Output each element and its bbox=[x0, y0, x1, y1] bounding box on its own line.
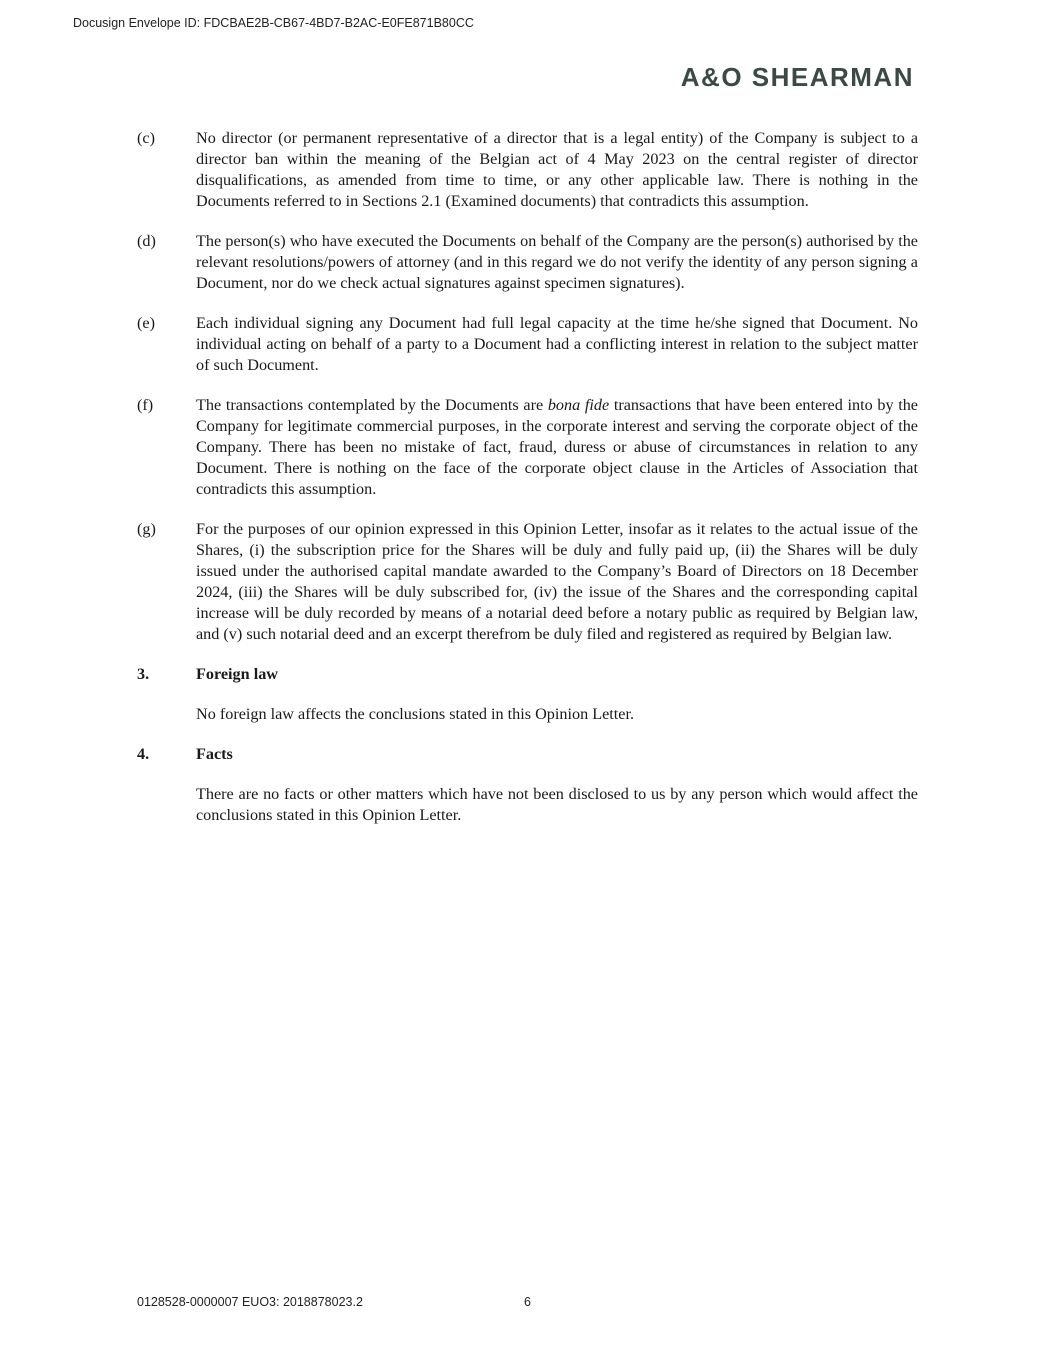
paragraph-text: No director (or permanent representative of a director that is a legal entity) of the Company is subject to a director ban within the meaning of the Belgian act of 4 May 2023 on the central register of director disqualifications, as amended from time to time, or any other applicable law. There is nothing in the Documents referred to in Sections 2.1 (Examined documents) that contradicts this assumption. bbox=[196, 129, 918, 210]
section-title: Foreign law bbox=[196, 665, 278, 683]
paragraph-text bbox=[196, 395, 918, 500]
paragraph-label: (d) bbox=[137, 232, 156, 250]
page-number: 6 bbox=[524, 1295, 531, 1309]
envelope-id: Docusign Envelope ID: FDCBAE2B-CB67-4BD7-B2AC-E0FE871B80CC bbox=[73, 16, 474, 30]
section-heading-foreign-law bbox=[137, 664, 918, 685]
section-number: 4. bbox=[137, 745, 150, 763]
section-body: No foreign law affects the conclusions stated in this Opinion Letter. bbox=[196, 705, 635, 723]
paragraph-label: (e) bbox=[137, 314, 155, 332]
paragraph-d bbox=[137, 231, 918, 294]
paragraph-text-start: The transactions contemplated by the Documents are bbox=[196, 396, 548, 414]
paragraph-text: Each individual signing any Document had full legal capacity at the time he/she signed that Document. No individual acting on behalf of a party to a Document had a conflicting interest in relation to the subject matter of such Document. bbox=[196, 314, 918, 374]
section-body: There are no facts or other matters which have not been disclosed to us by any person which would affect the conclusions stated in this Opinion Letter. bbox=[196, 785, 918, 824]
footer-reference: 0128528-0000007 EUO3: 2018878023.2 bbox=[137, 1295, 363, 1309]
italic-term: bona fide bbox=[547, 396, 610, 414]
paragraph-label: (g) bbox=[137, 520, 156, 538]
paragraph-e bbox=[137, 313, 918, 376]
paragraph-text: For the purposes of our opinion expressed in this Opinion Letter, insofar as it relates to the actual issue of the Shares, (i) the subscription price for the Shares will be duly and fully paid up, (ii) the Shares will be duly issued under the authorised capital mandate awarded to the Company’s Board of Directors on 18 December 2024, (iii) the Shares will be duly subscribed for, (iv) the issue of the Shares and the corresponding capital increase will be duly recorded by means of a notarial deed before a notary public as required by Belgian law, and (v) such notarial deed and an excerpt therefrom be duly filed and registered as required by Belgian law. bbox=[196, 520, 918, 643]
document-body bbox=[137, 128, 918, 845]
firm-logo: A&O SHEARMAN bbox=[680, 62, 914, 92]
paragraph-f bbox=[137, 395, 918, 500]
paragraph-g bbox=[137, 519, 918, 645]
paragraph-label: (c) bbox=[137, 129, 155, 147]
paragraph-c bbox=[137, 128, 918, 212]
section-title: Facts bbox=[196, 745, 233, 763]
paragraph-label: (f) bbox=[137, 396, 154, 414]
section-heading-facts bbox=[137, 744, 918, 765]
paragraph-text: The person(s) who have executed the Documents on behalf of the Company are the person(s) authorised by the relevant resolutions/powers of attorney (and in this regard we do not verify the identity of any person signing a Document, nor do we check actual signatures against specimen signatures). bbox=[196, 232, 918, 292]
paragraph-text-end: transactions that have been entered into by the Company for legitimate commercial purposes, in the corporate interest and serving the corporate object of the Company. There has been no mistake of fact, fraud, duress or abuse of circumstances in relation to any Document. There is nothing on the face of the corporate object clause in the Articles of Association that contradicts this assumption. bbox=[196, 396, 918, 498]
section-number: 3. bbox=[137, 665, 150, 683]
